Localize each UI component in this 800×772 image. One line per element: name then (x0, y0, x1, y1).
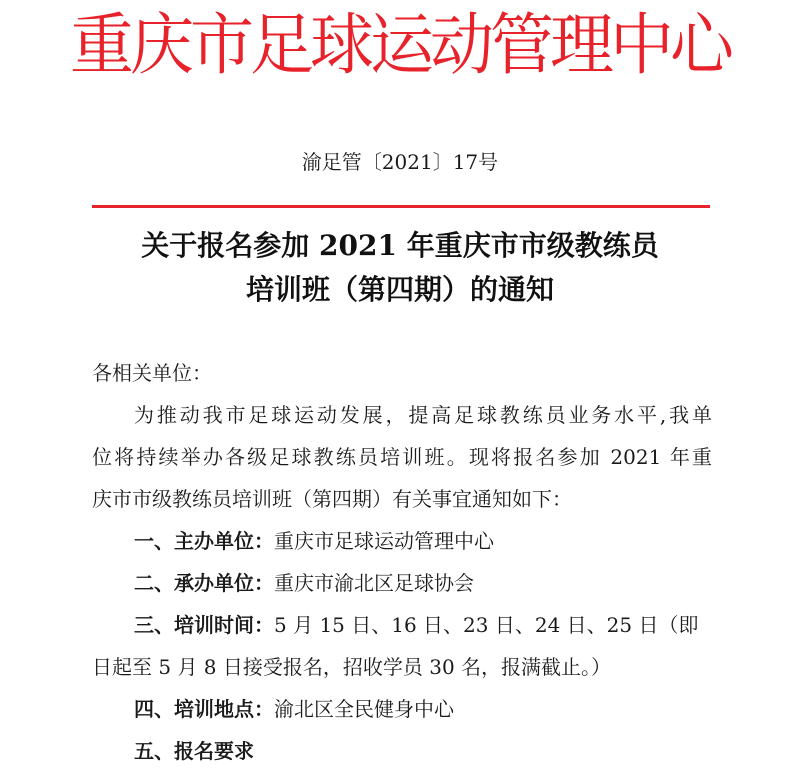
notice-title (0, 224, 800, 312)
item-value: 渝北区全民健身中心 (274, 697, 454, 721)
letterhead-divider (92, 205, 710, 208)
item-label: 三、培训时间： (134, 613, 274, 637)
intro-line-3: 庆市市级教练员培训班（第四期）有关事宜通知如下： (92, 487, 572, 511)
notice-body (92, 352, 712, 772)
intro-line-2: 位将持续举办各级足球教练员培训班。现将报名参加 2021 年重 (92, 445, 712, 469)
item-training-time-continued (92, 646, 712, 688)
salutation: 各相关单位： (92, 361, 212, 385)
item-label: 五、报名要求 (134, 739, 254, 763)
item-host (92, 562, 712, 604)
item-value: 5 月 15 日、16 日、23 日、24 日、25 日（即 (274, 613, 699, 637)
title-line-1: 关于报名参加 2021 年重庆市市级教练员 (141, 229, 659, 262)
item-label: 一、主办单位： (134, 529, 274, 553)
item-value: 重庆市渝北区足球协会 (274, 571, 474, 595)
item-value: 日起至 5 月 8 日接受报名，招收学员 30 名，报满截止。） (92, 655, 612, 679)
agency-letterhead: 重庆市足球运动管理中心 (70, 7, 730, 85)
item-label: 二、承办单位： (134, 571, 274, 595)
item-training-location (92, 688, 712, 730)
title-line-2: 培训班（第四期）的通知 (245, 273, 554, 306)
item-registration-requirements (92, 730, 712, 772)
intro-line-1: 为推动我市足球运动发展，提高足球教练员业务水平,我单 (134, 403, 712, 427)
item-organizer (92, 520, 712, 562)
item-label: 四、培训地点： (134, 697, 274, 721)
item-training-time (92, 604, 712, 646)
document-number: 渝足管〔2021〕17号 (301, 150, 499, 174)
item-value: 重庆市足球运动管理中心 (274, 529, 494, 553)
